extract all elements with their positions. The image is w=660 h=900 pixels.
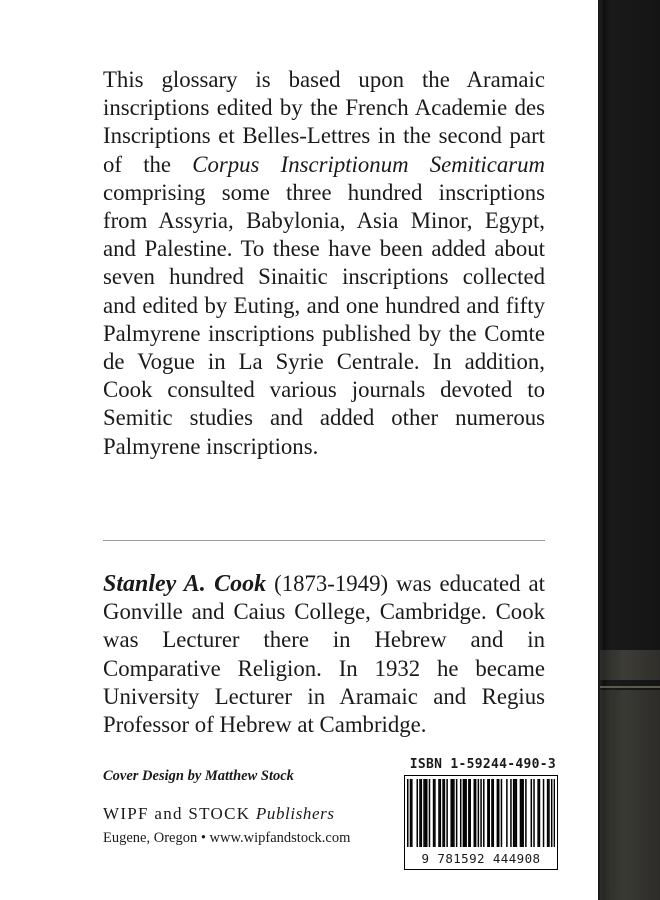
- barcode-bar: [525, 779, 527, 847]
- barcode-bar: [483, 779, 485, 847]
- barcode-bar: [423, 779, 425, 847]
- barcode-bar: [434, 779, 436, 847]
- barcode-bar: [516, 779, 518, 847]
- author-name: Stanley A. Cook: [103, 571, 267, 597]
- barcode-bar: [487, 779, 489, 847]
- barcode-bar: [421, 779, 423, 847]
- barcode-bar: [493, 779, 495, 847]
- barcode-bar: [444, 779, 446, 847]
- isbn-label: ISBN 1-59244-490-3: [409, 757, 556, 772]
- barcode-bar: [453, 779, 455, 847]
- barcode-bar: [442, 779, 444, 847]
- barcode-bar: [410, 779, 412, 847]
- isbn-block: [404, 757, 560, 870]
- barcode-bar: [533, 779, 535, 847]
- publisher-location: Eugene, Oregon • www.wipfandstock.com: [103, 830, 351, 846]
- barcode-bar: [488, 779, 490, 847]
- barcode-bar: [469, 779, 471, 847]
- barcode-bar: [513, 779, 515, 847]
- barcode-bar: [547, 779, 549, 847]
- barcode-bar: [425, 779, 427, 847]
- barcode-bar: [474, 779, 476, 847]
- barcode-bar: [419, 779, 421, 847]
- publisher-name: WIPF and STOCK: [103, 804, 251, 823]
- spine-divider: [600, 686, 660, 688]
- barcode-digits: 9 781592 444908: [421, 851, 541, 866]
- barcode-bar: [543, 779, 545, 847]
- barcode-bar: [411, 779, 413, 847]
- publisher-suffix: Publishers: [255, 804, 335, 823]
- corpus-title: Corpus Inscriptionum Semiticarum: [192, 151, 545, 177]
- barcode-bar: [465, 779, 467, 847]
- barcode-bar: [460, 779, 462, 847]
- barcode-bar: [501, 779, 503, 847]
- barcode-bar: [440, 779, 442, 847]
- barcode-bar: [468, 779, 470, 847]
- section-divider: [103, 540, 545, 541]
- barcode-bar: [478, 779, 480, 847]
- book-description: [103, 66, 545, 461]
- barcode-bar: [497, 779, 499, 847]
- barcode-bar: [456, 779, 458, 847]
- barcode-bar: [539, 779, 541, 847]
- author-bio: [103, 570, 545, 739]
- barcode-bar: [450, 779, 452, 847]
- barcode-bar: [491, 779, 493, 847]
- barcode-bar: [537, 779, 539, 847]
- author-bio-text: (1873-1949) was educated at Gonville and Caius College, Cambridge. Cook was Lecturer there in Hebrew and in Comparative Religion. In 1932 he became University Lecturer in Aramaic and Regius Professor of Hebrew at Cambridge.: [103, 571, 545, 738]
- barcode-bar: [433, 779, 435, 847]
- spine-texture-upper: [600, 650, 660, 680]
- barcode: [404, 775, 558, 870]
- barcode-bar: [480, 779, 482, 847]
- barcode-bar: [475, 779, 477, 847]
- cover-design-credit: Cover Design by Matthew Stock: [103, 768, 294, 784]
- barcode-bar: [531, 779, 533, 847]
- barcode-bar: [446, 779, 448, 847]
- barcode-bar: [407, 779, 409, 847]
- barcode-bar: [521, 779, 523, 847]
- barcode-bar: [498, 779, 500, 847]
- barcode-bar: [426, 779, 428, 847]
- spine-texture-lower: [600, 690, 660, 900]
- description-text-part2: comprising some three hundred inscriptions from Assyria, Babylonia, Asia Minor, Egypt, and Palestine. To these have been added about seven hundred Sinaitic inscriptions collected and edited by Euting, and one hundred and fifty Palmyrene inscriptions published by the Comte de Vogue in La Syrie Centrale. In addition, Cook consulted various journals devoted to Semitic studies and added other numerous Palmyrene inscriptions.: [103, 179, 545, 459]
- barcode-bar: [452, 779, 454, 847]
- barcode-bar: [514, 779, 516, 847]
- barcode-bar: [464, 779, 466, 847]
- publisher-imprint: [103, 804, 335, 824]
- barcode-bar: [429, 779, 431, 847]
- barcode-bar: [551, 779, 553, 847]
- barcode-bar: [548, 779, 550, 847]
- barcode-bar: [510, 779, 512, 847]
- barcode-bar: [417, 779, 419, 847]
- description-text-part1: This glossary is based upon the Aramaic inscriptions edited by the French Academie des Inscriptions et Belles-Lettres in the second part of the: [103, 67, 545, 177]
- barcode-bar: [438, 779, 440, 847]
- barcode-bars: [407, 779, 555, 847]
- barcode-bar: [506, 779, 508, 847]
- barcode-bar: [554, 779, 555, 847]
- barcode-bar: [463, 779, 465, 847]
- barcode-bar: [522, 779, 524, 847]
- barcode-bar: [520, 779, 522, 847]
